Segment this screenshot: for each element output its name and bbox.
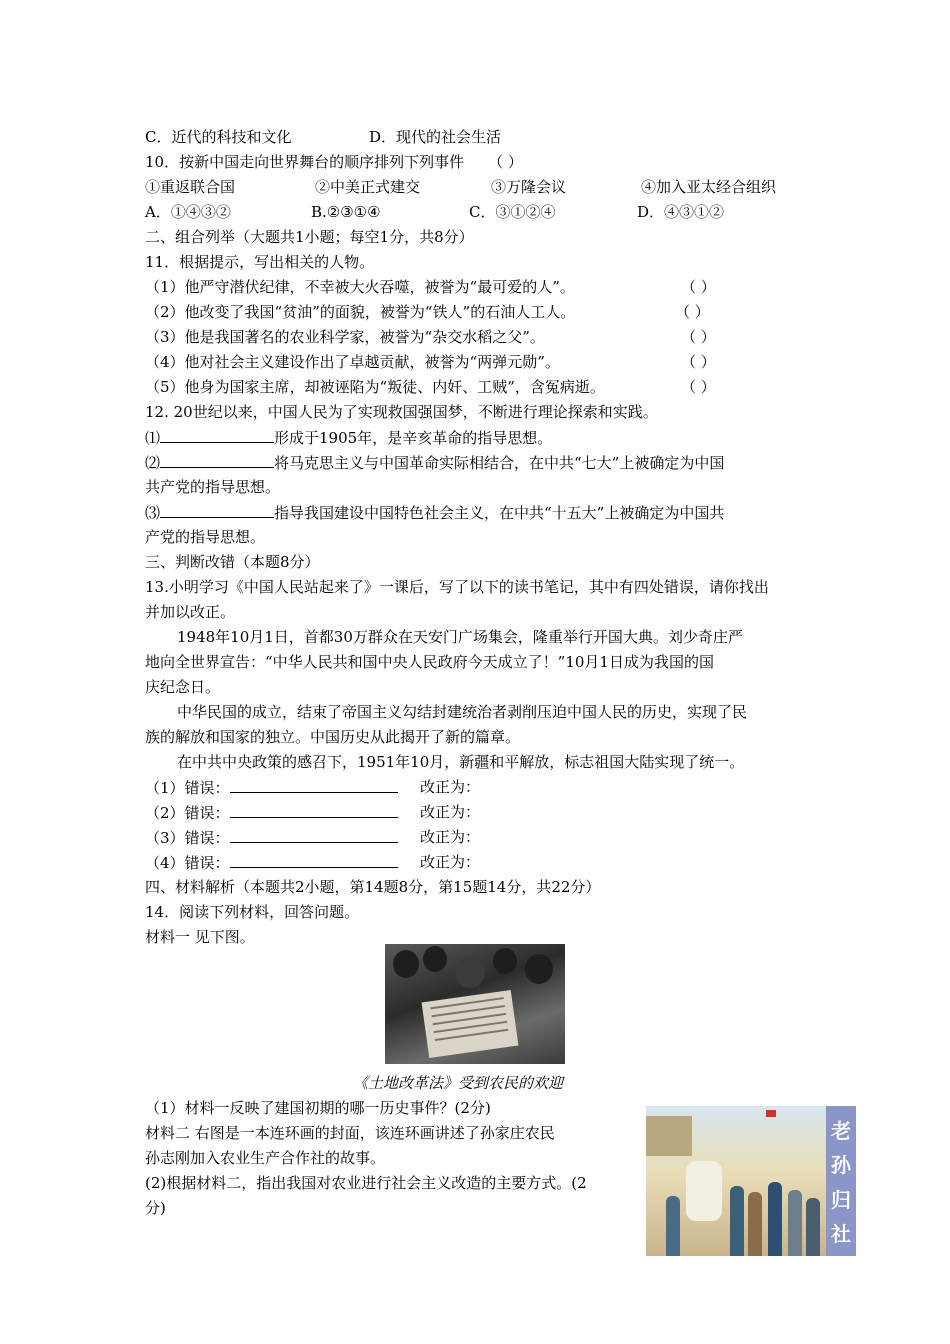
q10-item-2: ②中美正式建交: [315, 178, 421, 196]
q10-item-4: ④加入亚太经合组织: [641, 178, 777, 196]
q13-error-blank-2[interactable]: [230, 801, 398, 818]
q13-error-row-4: [145, 851, 398, 874]
q13-error-row-1: [145, 776, 398, 799]
q9-option-d: D．现代的社会生活: [369, 128, 502, 146]
q12-num-3: ⑶: [145, 504, 161, 522]
q12-text-1: 形成于1905年，是辛亥革命的指导思想。: [274, 429, 553, 447]
q12-text-2b: 共产党的指导思想。: [145, 478, 281, 496]
q13-fix-label-2: 改正为：: [420, 803, 481, 821]
q14-material-1-label: 材料一 见下图。: [145, 928, 255, 946]
q13-stem-1: 13.小明学习《中国人民站起来了》一课后，写了以下的读书笔记，其中有四处错误，请你找出: [145, 578, 769, 596]
land-reform-photo: [385, 944, 565, 1064]
q12-num-2: ⑵: [145, 454, 161, 472]
q10-answer-paren: （ ）: [488, 153, 523, 171]
q12-text-3b: 产党的指导思想。: [145, 528, 266, 546]
q14-material-2a: 材料二 右图是一本连环画的封面，该连环画讲述了孙家庄农民: [145, 1124, 555, 1142]
q9-option-c: C．近代的科技和文化: [145, 128, 292, 146]
q10-item-3: ③万隆会议: [491, 178, 567, 196]
q13-error-blank-1[interactable]: [230, 776, 398, 793]
q12-blank-1[interactable]: [160, 426, 274, 443]
q14-sub-2a: (2)根据材料二，指出我国对农业进行社会主义改造的主要方式。(2: [145, 1174, 587, 1192]
q11-item-2: （2）他改变了我国“贫油”的面貌，被誉为“铁人”的石油人工人。: [145, 303, 576, 321]
photo-caption: 《土地改革法》受到农民的欢迎: [353, 1074, 564, 1092]
section-3-title: 三、判断改错（本题8分）: [145, 553, 320, 571]
q13-para-2a: 中华民国的成立，结束了帝国主义勾结封建统治者剥削压迫中国人民的历史，实现了民: [177, 703, 748, 721]
q13-fix-label-3: 改正为：: [420, 828, 481, 846]
q11-paren-2: （ ）: [675, 303, 710, 321]
q11-item-1: （1）他严守潜伏纪律，不幸被大火吞噬，被誉为“最可爱的人”。: [145, 278, 575, 296]
q12-line-2: [145, 451, 724, 474]
q12-text-2: 将马克思主义与中国革命实际相结合，在中共“七大”上被确定为中国: [274, 454, 725, 472]
q10-stem-text: 10．按新中国走向世界舞台的顺序排列下列事件: [145, 153, 465, 171]
q14-sub-2b: 分): [145, 1199, 166, 1217]
q13-para-1c: 庆纪念日。: [145, 678, 221, 696]
q13-error-label-4: （4）错误：: [145, 854, 230, 872]
q12-text-3: 指导我国建设中国特色社会主义，在中共“十五大”上被确定为中国共: [274, 504, 725, 522]
q13-error-blank-3[interactable]: [230, 826, 398, 843]
q13-para-1b: 地向全世界宣告：“中华人民共和国中央人民政府今天成立了！”10月1日成为我国的国: [145, 653, 714, 671]
q10-stem: [145, 151, 523, 173]
cover-char-2: 孙: [831, 1153, 851, 1178]
q11-paren-1: （ ）: [681, 278, 716, 296]
q14-material-2b: 孙志刚加入农业生产合作社的故事。: [145, 1149, 386, 1167]
q13-fix-label-1: 改正为：: [420, 778, 481, 796]
q12-blank-3[interactable]: [160, 501, 274, 518]
q12-num-1: ⑴: [145, 429, 161, 447]
q13-error-row-2: [145, 801, 398, 824]
q12-blank-2[interactable]: [160, 451, 274, 468]
q12-line-1: [145, 426, 552, 449]
q13-fix-label-4: 改正为：: [420, 853, 481, 871]
q10-option-a: A．①④③②: [145, 203, 231, 221]
comic-cover-image: [646, 1106, 856, 1256]
q13-error-row-3: [145, 826, 398, 849]
q12-stem: 12. 20世纪以来，中国人民为了实现救国强国梦，不断进行理论探索和实践。: [145, 403, 658, 421]
q11-item-5: （5）他身为国家主席，却被诬陷为“叛徒、内奸、工贼”，含冤病逝。: [145, 378, 605, 396]
q10-option-b: B.②③①④: [311, 203, 381, 221]
q12-line-3: [145, 501, 724, 524]
q13-error-blank-4[interactable]: [230, 851, 398, 868]
section-2-title: 二、组合列举（大题共1小题；每空1分，共8分）: [145, 228, 474, 246]
q11-paren-4: （ ）: [681, 353, 716, 371]
q13-error-label-3: （3）错误：: [145, 829, 230, 847]
q10-item-1: ①重返联合国: [145, 178, 236, 196]
q11-stem: 11．根据提示，写出相关的人物。: [145, 253, 375, 271]
q13-para-1a: 1948年10月1日，首都30万群众在天安门广场集会，隆重举行开国大典。刘少奇庄严: [177, 628, 743, 646]
q14-sub-1: （1）材料一反映了建国初期的哪一历史事件？(2分): [145, 1099, 491, 1117]
q13-para-3: 在中共中央政策的感召下，1951年10月，新疆和平解放，标志祖国大陆实现了统一。: [177, 753, 745, 771]
q14-stem: 14．阅读下列材料，回答问题。: [145, 903, 360, 921]
q10-option-d: D．④③①②: [637, 203, 725, 221]
q10-option-c: C．③①②④: [469, 203, 556, 221]
cover-char-1: 老: [831, 1118, 851, 1143]
comic-cover-title: [826, 1106, 856, 1256]
cover-char-3: 归: [831, 1187, 851, 1212]
q11-paren-3: （ ）: [681, 328, 716, 346]
q13-para-2b: 族的解放和国家的独立。中国历史从此揭开了新的篇章。: [145, 728, 521, 746]
section-4-title: 四、材料解析（本题共2小题，第14题8分，第15题14分，共22分）: [145, 878, 601, 896]
q11-item-3: （3）他是我国著名的农业科学家，被誉为“杂交水稻之父”。: [145, 328, 545, 346]
q13-error-label-2: （2）错误：: [145, 804, 230, 822]
q13-error-label-1: （1）错误：: [145, 779, 230, 797]
cover-char-4: 社: [831, 1222, 851, 1247]
q11-paren-5: （ ）: [681, 378, 716, 396]
q13-stem-2: 并加以改正。: [145, 603, 236, 621]
q11-item-4: （4）他对社会主义建设作出了卓越贡献，被誉为“两弹元勋”。: [145, 353, 560, 371]
